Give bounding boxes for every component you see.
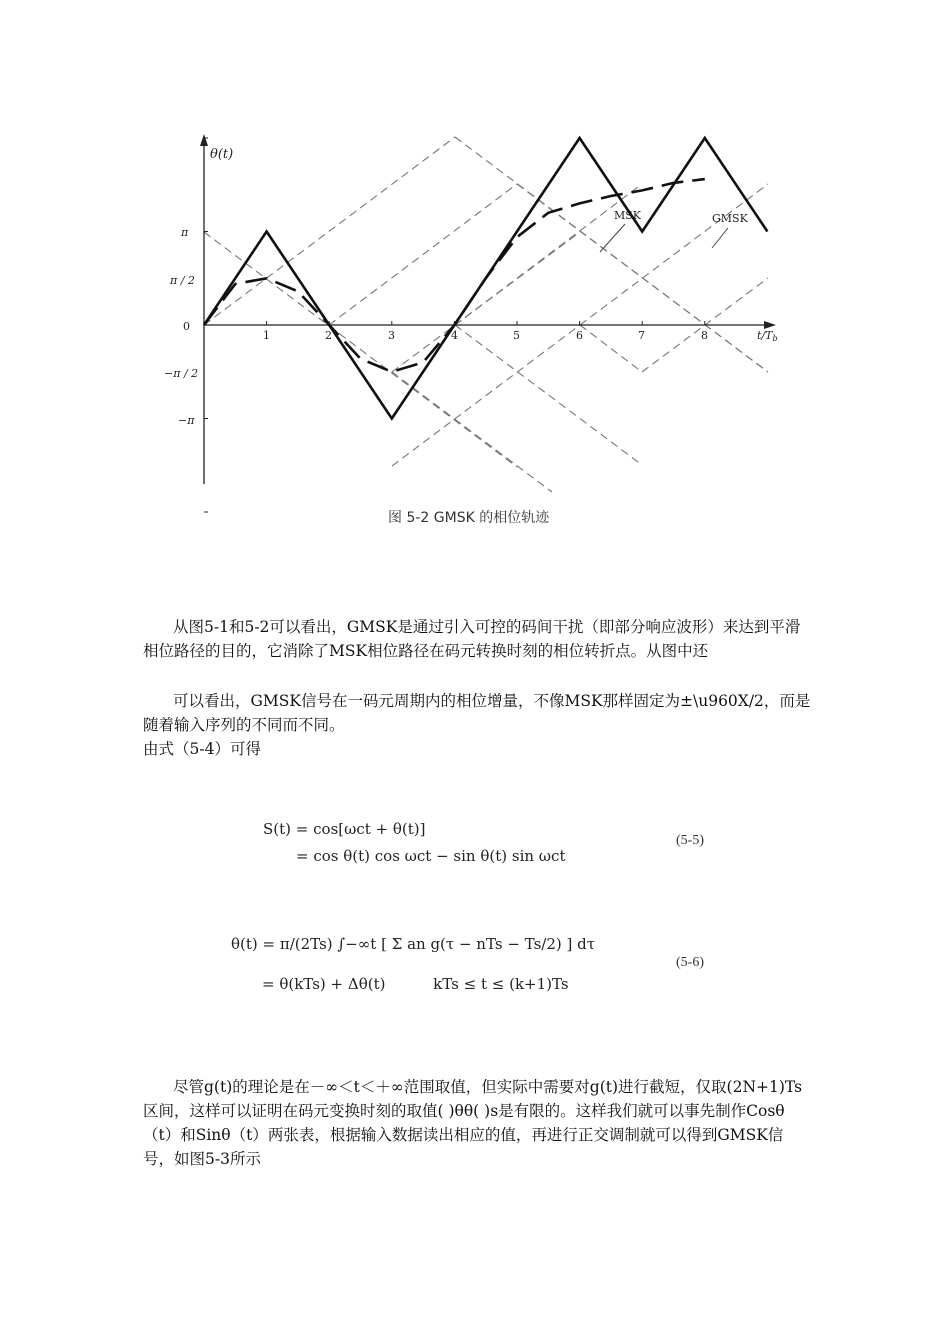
- trellis-line: [392, 232, 580, 372]
- x-tick-label: 8: [701, 329, 708, 342]
- paragraph-2: 可以看出，GMSK信号在一码元周期内的相位增量，不像MSK那样固定为±\u960X/2，而是随着输入序列的不同而不同。: [143, 692, 811, 734]
- trellis-line: [455, 184, 642, 325]
- x-tick-label: 7: [638, 329, 645, 342]
- equation-number-5-6: (5-6): [676, 955, 704, 970]
- phase-trajectory-figure: [0, 0, 950, 540]
- x-tick-label: 1: [263, 329, 270, 342]
- paragraph-1: 从图5-1和5-2可以看出，GMSK是通过引入可控的码间干扰（即部分响应波形）来达到平滑相位路径的目的，它消除了MSK相位路径在码元转换时刻的相位转折点。从图中还: [143, 618, 801, 660]
- gmsk-series-label: GMSK: [712, 212, 748, 225]
- equation-5-5-line-1: S(t) = cos[ωct + θ(t)]: [263, 820, 426, 838]
- y-axis-label: θ(t): [210, 147, 234, 162]
- closing-paragraph: 尽管g(t)的理论是在－∞＜t＜＋∞范围取值，但实际中需要对g(t)进行截短，仅取(2N+1)Ts区间，这样可以证明在码元变换时刻的取值( )θθ( )s是有限的。这样我们就可以事先制作Cosθ（t）和Sinθ（t）两张表，根据输入数据读出相应的值，再进行正交调制就可以得到GMSK信号，如图5-3所示: [143, 1078, 803, 1168]
- x-axis-label: t/Tb: [757, 329, 778, 343]
- x-tick-label: 3: [388, 329, 395, 342]
- msk-series-label: MSK: [614, 209, 642, 222]
- paragraph-3: 由式（5-4）可得: [143, 740, 261, 758]
- trellis-line: [455, 325, 642, 465]
- y-tick-label: π / 2: [170, 274, 195, 287]
- x-tick-label: 6: [576, 329, 583, 342]
- trellis-line: [204, 232, 517, 467]
- trellis-line: [580, 325, 642, 372]
- trellis-grid: [204, 137, 768, 492]
- x-tick-label: 4: [451, 329, 458, 342]
- trellis-line: [580, 184, 768, 325]
- x-axis-arrow: [764, 321, 776, 329]
- trellis-line: [204, 137, 455, 325]
- y-axis-arrow: [200, 134, 208, 146]
- equation-5-6-line-1: θ(t) = π/(2Ts) ∫−∞t [ Σ an g(τ − nTs − Ts/2) ] dτ: [231, 935, 596, 953]
- x-tick-label: 5: [513, 329, 520, 342]
- y-tick-label: 0: [183, 320, 190, 333]
- trellis-line: [392, 325, 580, 466]
- equation-5-6-line-2: = θ(kTs) + Δθ(t) kTs ≤ t ≤ (k+1)Ts: [262, 975, 569, 993]
- y-tick-label: −π / 2: [164, 367, 199, 380]
- msk-label-leader: [600, 224, 625, 252]
- y-tick-label: −π: [178, 414, 195, 427]
- trellis-line: [392, 372, 552, 492]
- y-tick-label: π: [181, 226, 189, 239]
- equation-5-5-line-2: = cos θ(t) cos ωct − sin θ(t) sin ωct: [296, 847, 566, 865]
- gmsk-label-leader: [712, 228, 728, 248]
- trellis-line: [329, 184, 517, 325]
- axes: [200, 134, 776, 484]
- gmsk-series-line: [204, 179, 705, 372]
- equation-number-5-5: (5-5): [676, 833, 704, 848]
- figure-caption: 图 5-2 GMSK 的相位轨迹: [388, 510, 550, 526]
- x-tick-label: 2: [325, 329, 332, 342]
